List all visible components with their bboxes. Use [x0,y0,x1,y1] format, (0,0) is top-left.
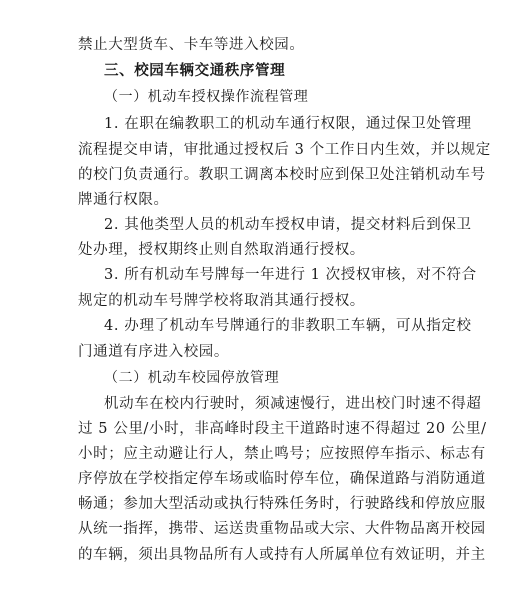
body-text-line: 1. 在职在编教职工的机动车通行权限，通过保卫处管理 [104,116,472,132]
body-text-line: 门通道有序进入校园。 [78,344,229,360]
body-text-line: 牌通行权限。 [78,192,169,208]
body-text-line: 处办理，授权期终止则自然取消通行授权。 [78,242,365,258]
body-text-line: 2. 其他类型人员的机动车授权申请，提交材料后到保卫 [104,217,472,233]
body-text-line: 规定的机动车号牌学校将取消其通行授权。 [78,293,365,309]
body-text-line: 的校门负责通行。教职工调离本校时应到保卫处注销机动车号 [78,167,486,183]
body-text-line: 从统一指挥，携带、运送贵重物品或大宗、大件物品离开校园 [78,521,486,537]
body-text-line: 的车辆，须出具物品所有人或持有人所属单位有效证明，并主 [78,547,486,563]
body-text-line: 过 5 公里/小时，非高峰时段主干道路时速不得超过 20 公里/ [78,421,487,437]
section-heading: 三、校园车辆交通秩序管理 [104,63,286,79]
body-text-line: 3. 所有机动车号牌每一年进行 1 次授权审核，对不符合 [104,267,477,283]
body-text-line: 禁止大型货车、卡车等进入校园。 [78,37,305,53]
body-text-line: 序停放在学校指定停车场或临时停车位，确保道路与消防通道 [78,471,486,487]
subsection-heading: （二）机动车校园停放管理 [104,370,280,386]
body-text-line: 小时；应主动避让行人，禁止鸣号；应按照停车指示、标志有 [78,446,486,462]
body-text-line: 流程提交申请，审批通过授权后 3 个工作日内生效，并以规定 [78,142,491,158]
body-text-line: 4. 办理了机动车号牌通行的非教职工车辆，可从指定校 [104,318,472,334]
body-text-line: 机动车在校内行驶时，须减速慢行，进出校门时速不得超 [104,396,482,412]
subsection-heading: （一）机动车授权操作流程管理 [104,89,309,105]
body-text-line: 畅通；参加大型活动或执行特殊任务时，行驶路线和停放应服 [78,496,486,512]
